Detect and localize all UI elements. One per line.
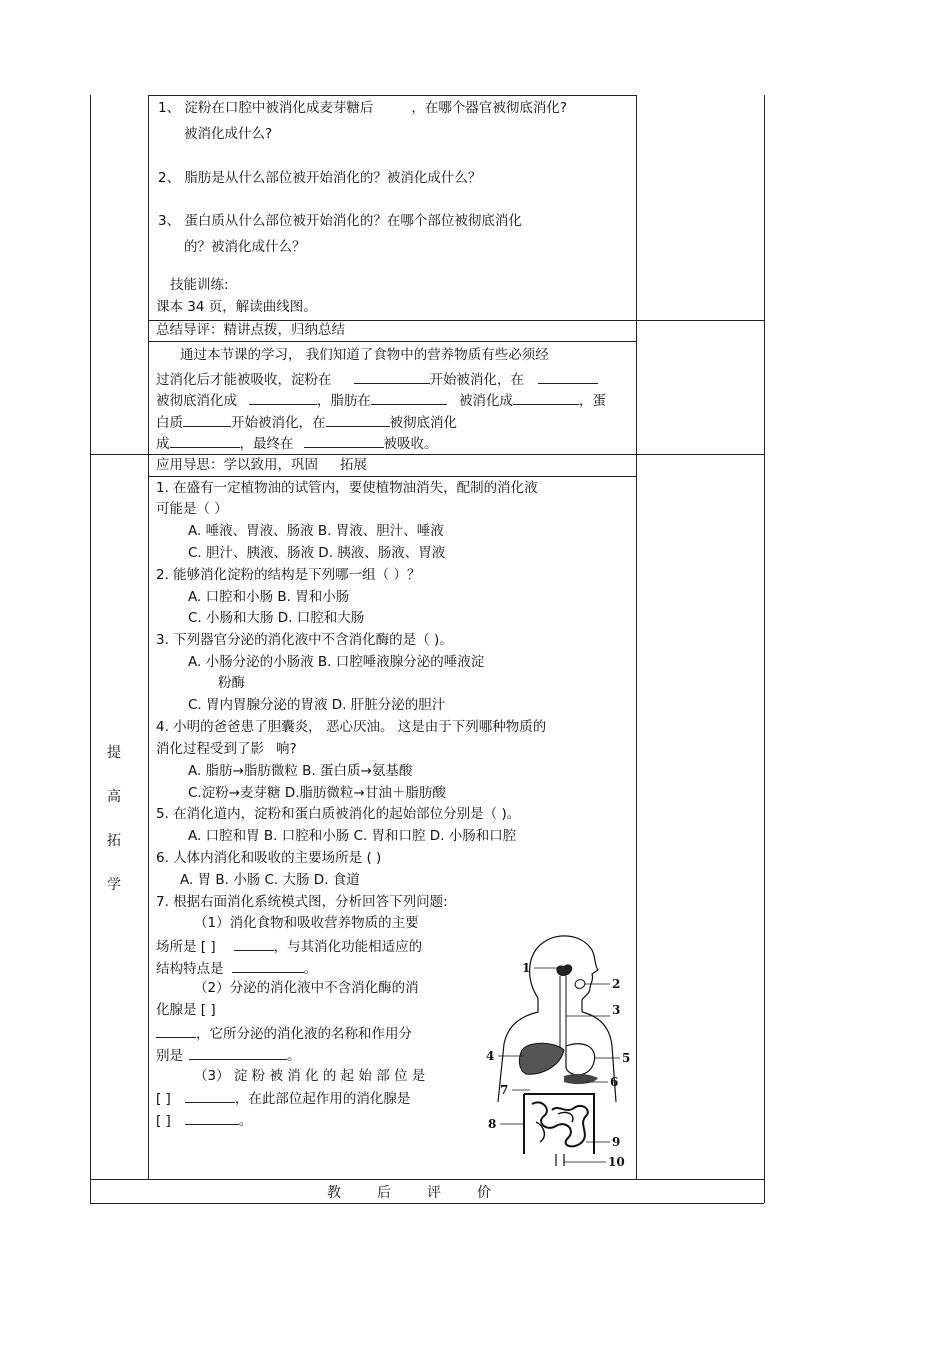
apply-q3-options-1: A. 小肠分泌的小肠液 B. 口腔唾液腺分泌的唾液淀 [188, 654, 485, 670]
skill-text: 课本 34 页，解读曲线图。 [156, 299, 317, 315]
row-divider [90, 1179, 764, 1180]
digestive-system-diagram [486, 928, 636, 1174]
apply-q7-3-line2: [ ] ，在此部位起作用的消化腺是 [156, 1088, 410, 1108]
blank-field[interactable] [189, 1045, 287, 1060]
apply-q4-options-2: C.淀粉→麦芽糖 D.脂肪微粒→甘油＋脂肪酸 [188, 785, 446, 801]
apply-q7-2-line4: 别是 。 [156, 1045, 301, 1065]
apply-q7-2-line2: 化腺是 [ ] [156, 1002, 216, 1018]
apply-q3-options-2: C. 胃内胃腺分泌的胃液 D. 肝脏分泌的胆汁 [188, 697, 446, 713]
blank-field[interactable] [326, 412, 390, 427]
apply-q2-options-1: A. 口腔和小肠 B. 胃和小肠 [188, 589, 350, 605]
apply-q7-1-line3: 结构特点是 。 [156, 958, 317, 978]
diagram-label-6: 6 [610, 1075, 619, 1089]
skill-title: 技能训练: [170, 277, 229, 293]
side-label-char: 拓 [107, 833, 121, 849]
blank-field[interactable] [249, 390, 317, 405]
diagram-label-10: 10 [608, 1155, 625, 1169]
apply-q7-3-line3: [ ] 。 [156, 1110, 252, 1130]
summary-line-4: 白质 开始被消化，在 被彻底消化 [156, 412, 457, 432]
summary-line-5: 成 ，最终在 被吸收。 [156, 433, 438, 453]
row-divider [148, 476, 636, 477]
apply-q1-options-1: A. 唾液、胃液、肠液 B. 胃液、胆汁、唾液 [188, 523, 444, 539]
apply-q2-options-2: C. 小肠和大肠 D. 口腔和大肠 [188, 610, 365, 626]
apply-q4-cont: 消化过程受到了影 响? [156, 741, 297, 757]
diagram-label-1: 1 [522, 961, 531, 975]
table-border-inner-right [636, 95, 637, 1179]
apply-q3: 3. 下列器官分泌的消化液中不含消化酶的是（ )。 [156, 632, 453, 648]
apply-q5-options: A. 口腔和胃 B. 口腔和小肠 C. 胃和口腔 D. 小肠和口腔 [188, 828, 517, 844]
summary-heading: 总结导评：精讲点拨，归纳总结 [156, 322, 345, 338]
question-3: 3、 蛋白质从什么部位被开始消化的？在哪个部位被彻底消化 [158, 213, 522, 229]
row-divider [148, 341, 636, 342]
diagram-label-7: 7 [500, 1083, 509, 1097]
blank-field[interactable] [170, 433, 240, 448]
apply-q7-3: （3） 淀 粉 被 消 化 的 起 始 部 位 是 [194, 1068, 426, 1084]
liver [519, 1043, 564, 1074]
apply-q3-options-1-cont: 粉酶 [218, 675, 245, 691]
blank-field[interactable] [234, 936, 274, 951]
blank-field[interactable] [232, 958, 304, 973]
apply-q5: 5. 在消化道内，淀粉和蛋白质被消化的起始部位分别是（ )。 [156, 806, 521, 822]
diagram-label-5: 5 [622, 1051, 631, 1065]
blank-field[interactable] [185, 1088, 235, 1103]
blank-field[interactable] [371, 390, 447, 405]
table-border-right [764, 95, 765, 1203]
table-border-inner-left [148, 95, 149, 1179]
blank-field[interactable] [538, 369, 598, 384]
apply-q7-2-line3: ，它所分泌的消化液的名称和作用分 [156, 1023, 412, 1043]
apply-q7-1: （1）消化食物和吸收营养物质的主要 [194, 915, 419, 931]
diagram-label-4: 4 [486, 1049, 495, 1063]
side-label-char: 高 [107, 789, 121, 805]
apply-q2: 2. 能够消化淀粉的结构是下列哪一组（ ）？ [156, 567, 421, 583]
row-divider [90, 454, 764, 455]
diagram-label-9: 9 [612, 1135, 621, 1149]
apply-q1-cont: 可能是（ ） [156, 501, 228, 517]
pancreas [564, 1074, 598, 1084]
question-3-cont: 的？被消化成什么？ [184, 239, 306, 255]
mouth-part [556, 964, 572, 976]
question-2: 2、 脂肪是从什么部位被开始消化的？被消化成什么？ [158, 170, 482, 186]
blank-field[interactable] [304, 433, 384, 448]
apply-q7-2: （2）分泌的消化液中不含消化酶的消 [194, 980, 419, 996]
blank-field[interactable] [513, 390, 579, 405]
diagram-label-8: 8 [488, 1117, 497, 1131]
blank-field[interactable] [156, 1023, 196, 1038]
table-border-left [90, 95, 91, 1203]
question-1-cont: 被消化成什么? [184, 126, 273, 142]
stomach [566, 1044, 595, 1075]
summary-line-1: 通过本节课的学习， 我们知道了食物中的营养物质有些必须经 [180, 347, 549, 363]
apply-q7: 7. 根据右面消化系统模式图，分析回答下列问题: [156, 894, 448, 910]
apply-q4-options-1: A. 脂肪→脂肪微粒 B. 蛋白质→氨基酸 [188, 763, 413, 779]
summary-line-2: 过消化后才能被吸收，淀粉在 开始被消化，在 [156, 369, 598, 389]
blank-field[interactable] [354, 369, 430, 384]
side-label-char: 提 [107, 745, 121, 761]
salivary-gland [575, 980, 585, 989]
apply-heading: 应用导思：学以致用，巩固 拓展 [156, 457, 367, 473]
table-border-bottom [90, 1203, 764, 1204]
apply-q6-options: A. 胃 B. 小肠 C. 大肠 D. 食道 [180, 872, 360, 888]
esophagus [560, 976, 566, 1048]
diagram-label-2: 2 [612, 977, 621, 991]
footer-evaluation: 教后评价 [327, 1185, 527, 1201]
apply-q1: 1. 在盛有一定植物油的试管内，要使植物油消失，配制的消化液 [156, 480, 538, 496]
rectum [556, 1154, 564, 1166]
blank-field[interactable] [185, 1110, 239, 1125]
summary-line-3: 被彻底消化成 ，脂肪在 被消化成 ，蛋 [156, 390, 606, 410]
apply-q4: 4. 小明的爸爸患了胆囊炎， 恶心厌油。 这是由于下列哪种物质的 [156, 719, 547, 735]
diagram-label-3: 3 [612, 1003, 621, 1017]
row-divider [148, 95, 636, 96]
apply-q6: 6. 人体内消化和吸收的主要场所是 ( ) [156, 850, 382, 866]
blank-field[interactable] [183, 412, 231, 427]
apply-q7-1-line2: 场所是 [ ] ，与其消化功能相适应的 [156, 936, 422, 956]
side-label-char: 学 [107, 877, 121, 893]
question-1: 1、 淀粉在口腔中被消化成麦芽糖后 ，在哪个器官被彻底消化? [158, 100, 568, 116]
apply-q1-options-2: C. 胆汁、胰液、肠液 D. 胰液、肠液、胃液 [188, 545, 446, 561]
